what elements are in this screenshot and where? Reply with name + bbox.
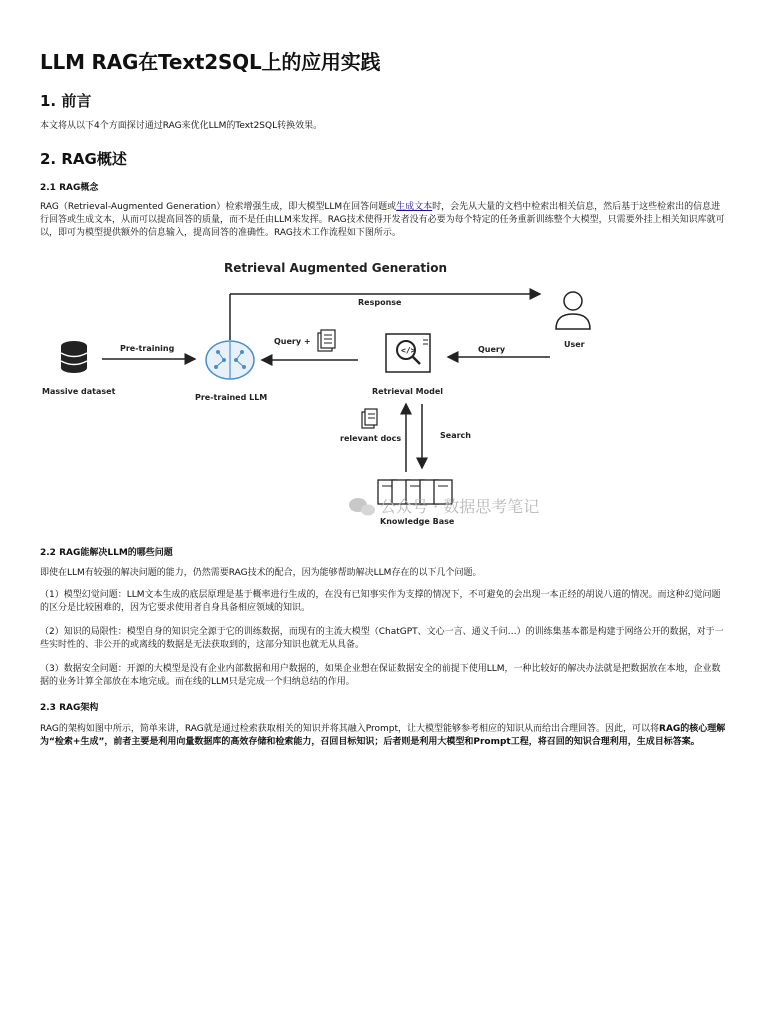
pretraining-label: Pre-training	[120, 344, 175, 353]
section-heading-preface: 1. 前言	[40, 92, 92, 110]
user-label: User	[564, 340, 585, 349]
pretrained-llm-label: Pre-trained LLM	[195, 393, 268, 402]
massive-dataset-label: Massive dataset	[42, 387, 116, 396]
rag-problem-data-security: （3）数据安全问题：开源的大模型是没有企业内部数据和用户数据的，如果企业想在保证数据安全的前提下使用LLM，一种比较好的解决办法就是把数据放在本地，企业数据的业务计算全部放在本地完成。而在线的LLM只是完成一个归纳总结的作用。	[40, 664, 721, 687]
rag-architecture-text	[40, 723, 728, 749]
query-label: Query	[478, 345, 506, 354]
section-heading-rag-overview: 2. RAG概述	[40, 150, 127, 168]
retrieval-model-label: Retrieval Model	[372, 387, 444, 396]
query-plus-label: Query +	[274, 337, 311, 346]
user-icon	[556, 292, 590, 329]
generate-text-link[interactable]: 生成文本	[396, 202, 433, 212]
rag-architecture-text-plain: RAG的架构如图中所示，简单来讲，RAG就是通过检索获取相关的知识并将其融入Prompt，让大模型能够参考相应的知识从而给出合理回答。因此，可以将	[40, 724, 660, 734]
search-document-icon	[386, 334, 430, 372]
relevant-docs-label: relevant docs	[340, 434, 402, 443]
brain-icon	[206, 341, 254, 379]
rag-workflow-diagram	[40, 254, 728, 530]
rag-concept-text-start: RAG（Retrieval-Augmented Generation）检索增强生成，即大模型LLM在回答问题或	[40, 202, 397, 212]
relevant-docs-icon	[362, 409, 377, 428]
svg-text:</>: </>	[401, 346, 416, 355]
rag-architecture-text-bold: RAG的核心理解为“检索+生成”，前者主要是利用向量数据库的高效存储和检索能力，召回目标知识；后者则是利用大模型和Prompt工程，将召回的知识合理利用，生成目标答案。	[40, 724, 726, 747]
search-label: Search	[440, 431, 471, 440]
rag-problem-knowledge-limit: （2）知识的局限性：模型自身的知识完全源于它的训练数据，而现有的主流大模型（ChatGPT、文心一言、通义千问…）的训练集基本都是构建于网络公开的数据，对于一些实时性的、非公开的或离线的数据是无法获取到的，这部分知识也就无从具备。	[40, 627, 724, 650]
document-icon	[318, 330, 335, 351]
rag-problem-hallucination: （1）模型幻觉问题：LLM文本生成的底层原理是基于概率进行生成的，在没有已知事实作为支撑的情况下，不可避免的会出现一本正经的胡说八道的情况。而这种幻觉问题的区分是比较困难的，因为它要求使用者自身具备相应领域的知识。	[40, 590, 721, 613]
page-title: LLM RAG在Text2SQL上的应用实践	[40, 50, 381, 74]
database-icon	[61, 341, 87, 373]
wechat-icon	[349, 498, 375, 516]
diagram-title: Retrieval Augmented Generation	[224, 261, 448, 275]
knowledge-base-label: Knowledge Base	[380, 517, 455, 526]
rag-concept-text-end: 时，会先从大量的文档中检索出相关信息，然后基于这些检索出的信息进行回答或生成文本，从而可以提高回答的质量，而不是任由LLM来发挥。RAG技术使得开发者没有必要为每个特定的任务重新训练整个大模型，只需要外挂上相关知识库就可以，即可为模型提供额外的信息输入，提高回答的准确性。RAG技术工作流程如下图所示。	[40, 202, 725, 238]
subsection-heading-rag-problems: 2.2 RAG能解决LLM的哪些问题	[40, 548, 173, 558]
subsection-heading-rag-concept: 2.1 RAG概念	[40, 183, 99, 193]
response-label: Response	[358, 298, 402, 307]
preface-text: 本文将从以下4个方面探讨通过RAG来优化LLM的Text2SQL转换效果。	[40, 121, 323, 131]
rag-problems-intro: 即使在LLM有较强的解决问题的能力，仍然需要RAG技术的配合，因为能够帮助解决LLM存在的以下几个问题。	[40, 568, 482, 578]
rag-concept-text	[40, 201, 728, 240]
watermark-text: 公众号 · 数据思考笔记	[380, 497, 540, 516]
subsection-heading-rag-architecture: 2.3 RAG架构	[40, 703, 99, 713]
